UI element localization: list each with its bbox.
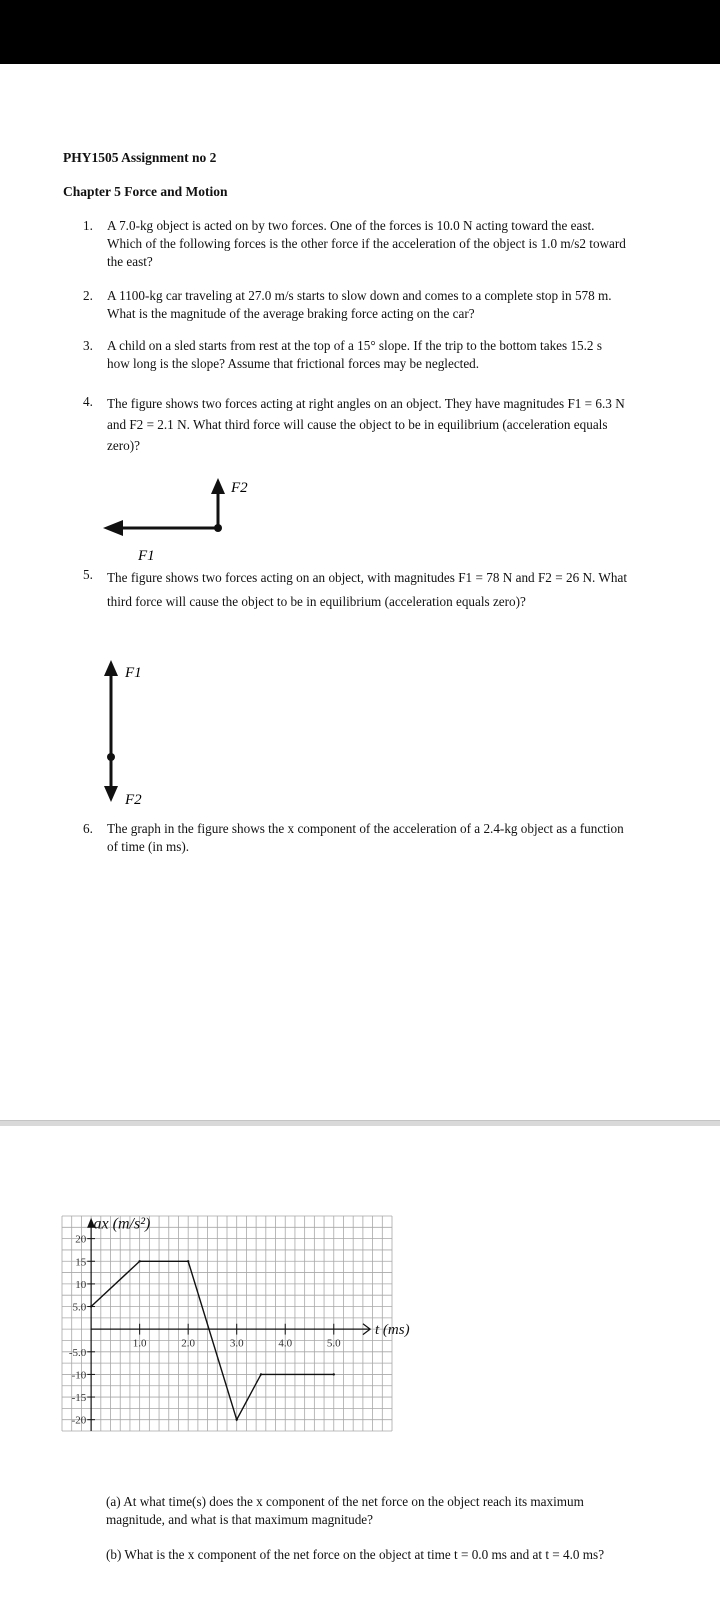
x-tick-label: 1.0 xyxy=(132,1337,147,1350)
top-status-bar xyxy=(0,0,720,64)
chart-grid xyxy=(62,1216,392,1431)
question-text: A 7.0-kg object is acted on by two forces. One of the forces is 10.0 N acting toward the east. Which of the following forces is the other force if the acceleration of the object is 1.0 m/s2 toward the east? xyxy=(107,218,626,269)
question-number: 6. xyxy=(83,821,93,836)
f1-arrow-head xyxy=(104,660,118,676)
y-axis-label: ax (m/s²) xyxy=(93,1215,151,1233)
f2-arrow-head xyxy=(211,478,225,494)
chart-labels xyxy=(94,1216,410,1338)
chapter-heading: Chapter 5 Force and Motion xyxy=(63,184,228,199)
question-text: A 1100-kg car traveling at 27.0 m/s starts to slow down and comes to a complete stop in 578 m. What is the magnitude of the average braking force acting on the car? xyxy=(107,288,612,321)
question-text: The graph in the figure shows the x component of the acceleration of a 2.4-kg object as a function of time (in ms). xyxy=(107,821,624,854)
f1-label: F1 xyxy=(125,665,142,681)
x-tick-label: 4.0 xyxy=(278,1337,293,1350)
question-number: 3. xyxy=(83,338,93,353)
y-tick-label: -15 xyxy=(71,1392,87,1405)
question-number: 1. xyxy=(83,218,93,233)
object-point xyxy=(214,524,222,532)
y-tick-label: -5.0 xyxy=(68,1346,87,1359)
subquestion-b: (b) What is the x component of the net force on the object at time t = 0.0 ms and at t = 4.0 ms? xyxy=(106,1547,605,1562)
f2-arrow-head xyxy=(104,786,118,802)
page-separator xyxy=(0,1120,720,1126)
f2-label: F2 xyxy=(125,792,142,808)
y-tick-label: 5.0 xyxy=(72,1301,87,1314)
chart-ticks xyxy=(69,1234,341,1427)
figure-4-forces xyxy=(95,470,265,570)
question-text: The figure shows two forces acting at right angles on an object. They have magnitudes F1 = 6.3 N and F2 = 2.1 N. What third force will cause the object to be in equilibrium (acceleration equals zero)? xyxy=(107,396,625,453)
x-tick-label: 2.0 xyxy=(181,1337,196,1350)
data-point xyxy=(236,1418,238,1420)
y-tick-label: -20 xyxy=(71,1414,87,1427)
figure-5-forces xyxy=(95,652,175,812)
f1-arrow-head xyxy=(103,520,123,536)
x-tick-label: 3.0 xyxy=(229,1337,244,1350)
page-title: PHY1505 Assignment no 2 xyxy=(63,150,217,165)
f1-label: F1 xyxy=(138,548,155,564)
data-point xyxy=(260,1373,262,1375)
data-point xyxy=(187,1260,189,1262)
question-text: A child on a sled starts from rest at the top of a 15° slope. If the trip to the bottom takes 15.2 s how long is the slope? Assume that frictional forces may be neglected. xyxy=(107,338,602,371)
question-number: 5. xyxy=(83,567,93,582)
y-tick-label: 15 xyxy=(75,1256,87,1269)
x-tick-label: 5.0 xyxy=(326,1337,341,1350)
acceleration-graph xyxy=(62,1215,410,1431)
y-tick-label: 20 xyxy=(75,1233,87,1246)
x-axis-label: t (ms) xyxy=(375,1322,410,1339)
data-point xyxy=(138,1260,140,1262)
data-point xyxy=(333,1373,335,1375)
question-number: 4. xyxy=(83,394,93,409)
subquestion-a: (a) At what time(s) does the x component of the net force on the object reach its maximum magnitude, and what is that maximum magnitude? xyxy=(106,1494,584,1527)
f2-label: F2 xyxy=(231,480,248,496)
object-point xyxy=(107,753,115,761)
y-tick-label: 10 xyxy=(75,1278,87,1291)
question-number: 2. xyxy=(83,288,93,303)
question-text: The figure shows two forces acting on an object, with magnitudes F1 = 78 N and F2 = 26 N. What third force will cause the object to be in equilibrium (acceleration equals zero)? xyxy=(107,570,627,609)
data-point xyxy=(90,1305,92,1307)
y-tick-label: -10 xyxy=(71,1369,87,1382)
